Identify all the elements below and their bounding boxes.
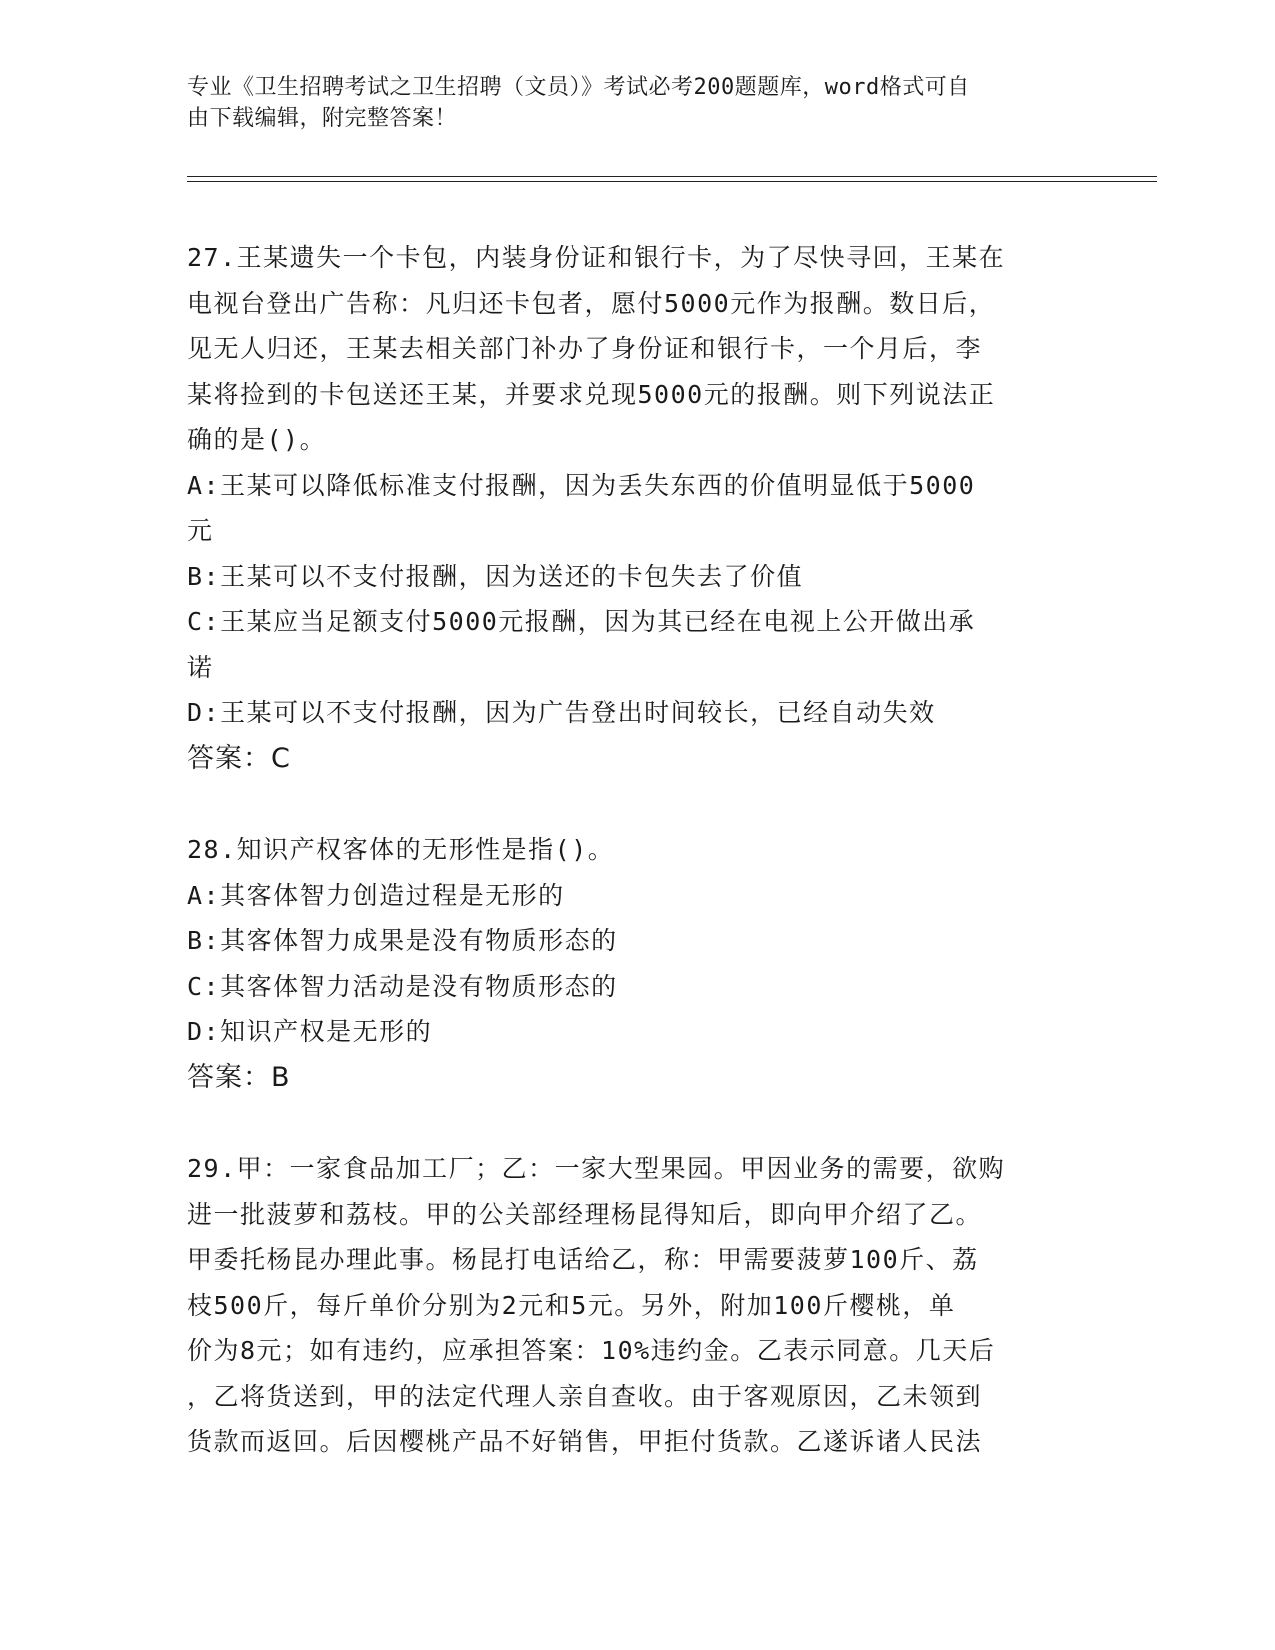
option-line: B:王某可以不支付报酬，因为送还的卡包失去了价值 [187,561,804,591]
option-a [187,463,1077,554]
option-line: B:其客体智力成果是没有物质形态的 [187,926,618,955]
option-c [187,964,1077,1010]
question-stem-line: 确的是()。 [187,425,327,454]
question-stem-line: 28.知识产权客体的无形性是指()。 [187,835,615,864]
option-a [187,873,1077,919]
option-b [187,554,1077,600]
document-header [187,72,1087,134]
question-27 [187,235,1077,781]
header-line-1: 专业《卫生招聘考试之卫生招聘（文员）》考试必考200题题库，word格式可自 [187,75,970,100]
question-list [187,235,1077,1511]
question-stem-line: 见无人归还，王某去相关部门补办了身份证和银行卡，一个月后，李 [187,334,983,363]
header-divider-top [187,176,1157,177]
option-line: A:其客体智力创造过程是无形的 [187,880,565,910]
option-line: D:王某可以不支付报酬，因为广告登出时间较长，已经自动失效 [187,698,936,727]
question-stem-line: 进一批菠萝和荔枝。甲的公关部经理杨昆得知后，即向甲介绍了乙。 [187,1199,983,1229]
header-line-2: 由下载编辑，附完整答案！ [187,106,458,131]
header-divider-bottom [187,181,1157,182]
option-d [187,1009,1077,1055]
answer-label: 答案：C [187,742,291,774]
question-stem-line: 29.甲：一家食品加工厂；乙：一家大型果园。甲因业务的需要，欲购 [187,1154,1006,1183]
question-29 [187,1146,1077,1465]
option-d [187,690,1077,736]
option-line: C:王某应当足额支付5000元报酬，因为其已经在电视上公开做出承 [187,607,976,636]
question-stem-line: 某将捡到的卡包送还王某，并要求兑现5000元的报酬。则下列说法正 [187,379,996,409]
question-stem-line: ，乙将货送到，甲的法定代理人亲自查收。由于客观原因，乙未领到 [187,1381,983,1411]
question-28 [187,827,1077,1100]
question-stem-line: 货款而返回。后因樱桃产品不好销售，甲拒付货款。乙遂诉诸人民法 [187,1427,983,1456]
question-stem-line: 甲委托杨昆办理此事。杨昆打电话给乙，称：甲需要菠萝100斤、荔 [187,1245,979,1274]
question-stem-line: 枝500斤，每斤单价分别为2元和5元。另外，附加100斤樱桃，单 [187,1290,956,1320]
option-c [187,599,1077,690]
question-stem-line: 价为8元；如有违约，应承担答案：10%违约金。乙表示同意。几天后 [187,1336,996,1365]
answer-label: 答案：B [187,1061,291,1093]
option-line: D:知识产权是无形的 [187,1017,433,1046]
option-line: 元 [187,516,214,545]
option-line: 诺 [187,652,214,682]
question-stem-line: 27.王某遗失一个卡包，内装身份证和银行卡，为了尽快寻回，王某在 [187,243,1006,272]
option-line: A:王某可以降低标准支付报酬，因为丢失东西的价值明显低于5000 [187,470,976,500]
option-b [187,918,1077,964]
option-line: C:其客体智力活动是没有物质形态的 [187,971,618,1001]
question-stem-line: 电视台登出广告称：凡归还卡包者，愿付5000元作为报酬。数日后， [187,288,996,318]
